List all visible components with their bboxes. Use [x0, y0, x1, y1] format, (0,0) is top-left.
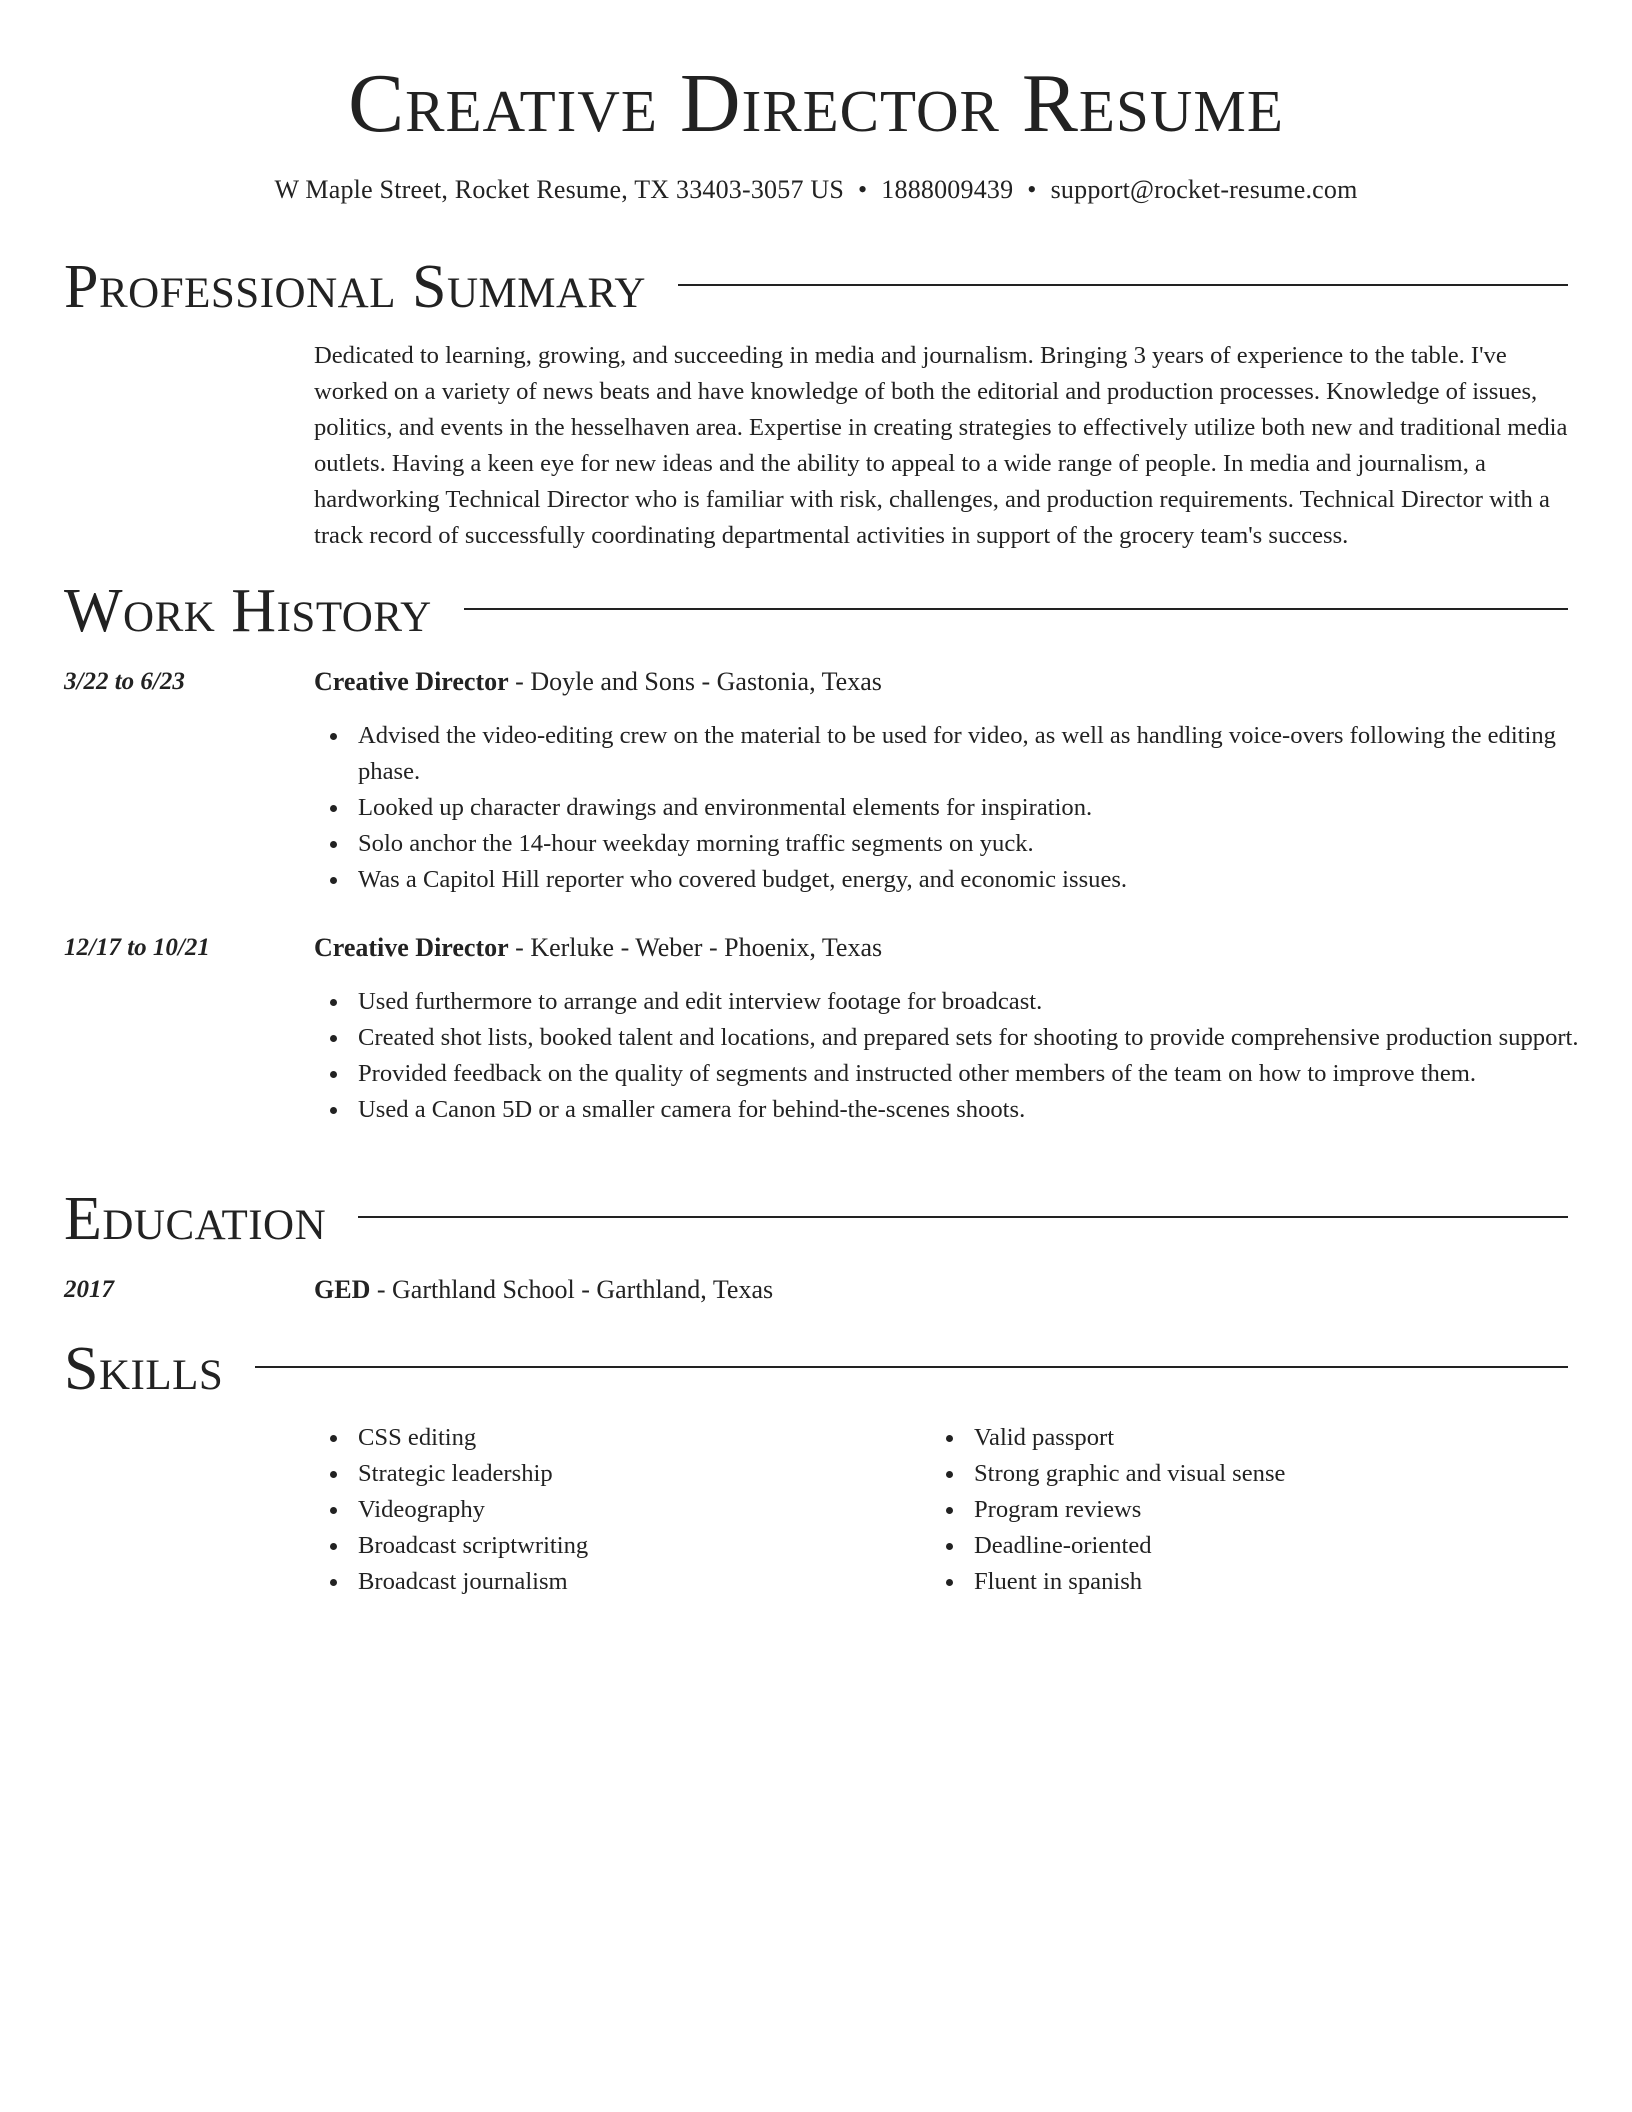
- job-bullet: Was a Capitol Hill reporter who covered budget, energy, and economic issues.: [358, 862, 1612, 898]
- job-dates: 12/17 to 10/21: [64, 934, 210, 961]
- job-title: Creative Director: [314, 933, 509, 962]
- work-section-heading: [64, 576, 1568, 646]
- skill-item: Broadcast journalism: [358, 1564, 1612, 1600]
- job-bullet-list: [314, 718, 1612, 898]
- skill-item: Deadline-oriented: [974, 1528, 1632, 1564]
- skills-section-heading: [64, 1334, 1568, 1404]
- job-bullet: Provided feedback on the quality of segments and instructed other members of the team on how to improve them.: [358, 1056, 1612, 1092]
- education-school: - Garthland School - Garthland, Texas: [370, 1275, 774, 1304]
- skill-item: Broadcast scriptwriting: [358, 1528, 1612, 1564]
- section-divider: [255, 1366, 1568, 1368]
- contact-phone: 1888009439: [881, 175, 1014, 204]
- job-bullet: Looked up character drawings and environmental elements for inspiration.: [358, 790, 1612, 826]
- job-employer: - Doyle and Sons - Gastonia, Texas: [508, 667, 882, 696]
- job-bullet: Advised the video-editing crew on the material to be used for video, as well as handling voice-overs following the editing phase.: [358, 718, 1612, 790]
- job-heading: [314, 930, 1568, 966]
- skill-item: Fluent in spanish: [974, 1564, 1632, 1600]
- summary-text: Dedicated to learning, growing, and succeeding in media and journalism. Bringing 3 years of experience to the table. I've worked on a variety of news beats and have knowledge of both the editorial and production processes. Knowledge of issues, politics, and events in the hesselhaven area. Expertise in creating strategies to effectively utilize both new and traditional media outlets. Having a keen eye for new ideas and the ability to appeal to a wide range of people. In media and journalism, a hardworking Technical Director who is familiar with risk, challenges, and production requirements. Technical Director with a track record of successfully coordinating departmental activities in support of the grocery team's success.: [314, 342, 1568, 549]
- job-employer: - Kerluke - Weber - Phoenix, Texas: [508, 933, 883, 962]
- skills-section-title: Skills: [64, 1335, 224, 1403]
- job-title: Creative Director: [314, 667, 509, 696]
- education-section-title: Education: [64, 1185, 327, 1253]
- summary-section-heading: [64, 252, 1568, 322]
- skill-item: Valid passport: [974, 1420, 1632, 1456]
- education-section-heading: [64, 1184, 1568, 1254]
- education-heading: [314, 1272, 1568, 1308]
- skill-item: CSS editing: [358, 1420, 1612, 1456]
- education-degree: GED: [314, 1275, 371, 1304]
- skill-item: Strong graphic and visual sense: [974, 1456, 1632, 1492]
- section-divider: [464, 608, 1568, 610]
- skill-item: Videography: [358, 1492, 1612, 1528]
- job-bullet: Used a Canon 5D or a smaller camera for behind-the-scenes shoots.: [358, 1092, 1612, 1128]
- job-bullet: Used furthermore to arrange and edit interview footage for broadcast.: [358, 984, 1612, 1020]
- section-divider: [678, 284, 1568, 286]
- section-divider: [358, 1216, 1568, 1218]
- contact-email: support@rocket-resume.com: [1050, 175, 1358, 204]
- summary-section-title: Professional Summary: [64, 253, 646, 321]
- skill-item: Program reviews: [974, 1492, 1632, 1528]
- job-bullet: Solo anchor the 14-hour weekday morning traffic segments on yuck.: [358, 826, 1612, 862]
- contact-line: [0, 172, 1632, 208]
- contact-separator: •: [1027, 175, 1037, 204]
- skill-item: Strategic leadership: [358, 1456, 1612, 1492]
- job-bullet: Created shot lists, booked talent and locations, and prepared sets for shooting to provide comprehensive production support.: [358, 1020, 1612, 1056]
- education-year: 2017: [64, 1276, 114, 1303]
- job-heading: [314, 664, 1568, 700]
- job-dates: 3/22 to 6/23: [64, 668, 185, 695]
- job-bullet-list: [314, 984, 1612, 1128]
- work-section-title: Work History: [64, 577, 432, 645]
- contact-separator: •: [857, 175, 868, 204]
- skills-list-right: [930, 1420, 1632, 1600]
- resume-name: Creative Director Resume: [348, 57, 1284, 150]
- contact-address: W Maple Street, Rocket Resume, TX 33403-3057 US: [274, 175, 844, 204]
